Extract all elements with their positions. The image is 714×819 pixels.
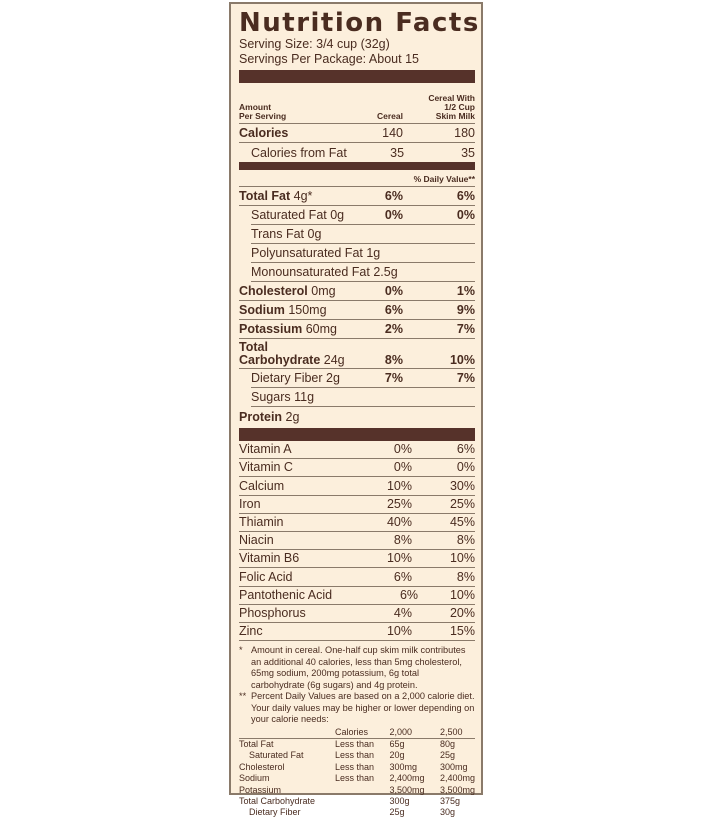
dv-table-cell — [335, 796, 389, 807]
vitamin-name: Thiamin — [239, 514, 284, 529]
calories-with-milk: 180 — [454, 126, 475, 140]
medium-divider — [239, 162, 475, 170]
daily-value-heading: % Daily Value** — [239, 170, 475, 187]
vitamin-name: Niacin — [239, 533, 274, 548]
nutrient-row — [239, 301, 475, 320]
vitamin-dv-with-milk: 20% — [449, 605, 475, 620]
nutrient-name — [251, 263, 398, 281]
nutrient-label: Carbohydrate — [239, 353, 321, 367]
nutrient-name — [239, 301, 345, 319]
footnote-mark: * — [239, 645, 243, 656]
nutrient-dv-with-milk: 7% — [456, 322, 475, 336]
nutrient-amount: 60mg — [305, 322, 337, 336]
nutrient-amount: 4g* — [293, 189, 313, 203]
nutrient-name — [239, 282, 345, 300]
vitamin-row — [239, 477, 475, 495]
nutrient-amount: 11g — [294, 390, 315, 404]
nutrient-label: Cholesterol — [239, 284, 308, 298]
nutrient-label: Protein — [239, 410, 283, 424]
vitamin-row — [239, 441, 475, 459]
dv-table-cell: 300g — [389, 796, 410, 806]
nutrient-row — [251, 388, 475, 407]
thick-divider — [239, 70, 475, 83]
vitamin-dv-with-milk: 0% — [456, 460, 475, 475]
nutrient-dv-with-milk: 0% — [456, 208, 475, 222]
nutrient-dv-with-milk: 7% — [456, 371, 475, 385]
calories-cereal: 140 — [382, 126, 403, 140]
nutrient-name — [239, 408, 345, 426]
vitamin-dv-cereal: 8% — [393, 533, 412, 548]
vitamin-dv-cereal: 10% — [386, 624, 412, 639]
amount-per-serving-heading — [239, 103, 345, 121]
with-milk-heading-line3: Skim Milk — [435, 111, 475, 121]
dv-table-cell: 300mg — [389, 761, 418, 772]
nutrient-amount: 150mg — [288, 303, 327, 317]
footnote-mark: ** — [239, 691, 247, 702]
nutrient-row — [251, 263, 475, 282]
dv-table-cell: 65g — [389, 738, 405, 749]
dv-table-cell — [239, 727, 335, 739]
vitamin-row — [239, 587, 475, 605]
vitamin-dv-cereal: 25% — [386, 496, 412, 511]
calories-row — [239, 124, 475, 143]
vitamin-dv-with-milk: 10% — [449, 551, 475, 566]
amount-heading-line1: Amount — [239, 102, 272, 112]
dv-table-cell: 25g — [439, 750, 455, 761]
vitamin-dv-cereal: 10% — [386, 551, 412, 566]
dv-table-cell: 375g — [439, 796, 460, 806]
nutrient-label: Sodium — [239, 303, 285, 317]
nutrient-row — [239, 339, 475, 369]
calories-label: Calories — [239, 126, 289, 140]
cereal-column-heading: Cereal — [377, 111, 403, 121]
nutrient-label: Dietary Fiber — [251, 371, 323, 385]
vitamin-dv-with-milk: 25% — [449, 496, 475, 511]
nutrient-label: Saturated Fat — [251, 208, 327, 222]
nutrient-label-line1: Total — [239, 340, 268, 354]
with-milk-heading-line1: Cereal With — [428, 93, 475, 103]
nutrient-row — [251, 206, 475, 225]
dv-table-cell: Total Fat — [239, 738, 274, 749]
vitamin-name: Zinc — [239, 624, 263, 639]
dv-table-cell: Less than — [335, 773, 375, 784]
nutrient-dv-cereal: 6% — [384, 189, 403, 203]
vitamin-row — [239, 496, 475, 514]
dv-table-row — [239, 785, 475, 796]
vitamin-dv-with-milk: 8% — [456, 533, 475, 548]
vitamin-name: Folic Acid — [239, 569, 293, 584]
dv-table-cell: 30g — [439, 807, 455, 818]
vitamin-row — [239, 605, 475, 623]
nutrient-dv-with-milk: 10% — [449, 353, 475, 367]
dv-table-cell: 25g — [389, 807, 405, 818]
vitamin-dv-with-milk: 30% — [449, 478, 475, 493]
footnote — [239, 645, 475, 691]
dv-table-row — [239, 807, 475, 818]
dv-table-cell: 3,500mg — [389, 784, 425, 795]
footnotes — [239, 645, 475, 726]
dv-table-cell: Total Carbohydrate — [239, 796, 316, 806]
dv-table-cell — [335, 807, 389, 818]
dv-table-cell — [335, 785, 389, 796]
dv-table-row — [239, 773, 475, 784]
dv-table-cell: 300mg — [439, 761, 468, 772]
with-milk-heading-line2: 1/2 Cup — [444, 102, 475, 112]
dv-table-cell: Calories — [335, 727, 389, 739]
dv-table-header — [239, 727, 475, 739]
vitamin-row — [239, 568, 475, 586]
nutrient-dv-cereal: 7% — [384, 371, 403, 385]
nutrient-dv-cereal: 0% — [384, 208, 403, 222]
daily-value-reference-table — [239, 727, 475, 819]
vitamin-name: Vitamin B6 — [239, 551, 300, 566]
nutrient-name — [251, 388, 357, 406]
calories-from-fat-with-milk: 35 — [461, 146, 475, 160]
nutrient-label: Sugars — [251, 390, 291, 404]
dv-table-row — [239, 762, 475, 773]
dv-table-cell: 2,500 — [440, 727, 475, 739]
calories-from-fat-label: Calories from Fat — [251, 146, 347, 160]
thick-divider-vitamins — [239, 428, 475, 441]
label-title: Nutrition Facts — [239, 8, 480, 38]
nutrient-row — [251, 225, 475, 244]
nutrient-name — [251, 369, 357, 387]
nutrient-amount: 0g — [330, 208, 345, 222]
dv-table-cell: 3,500mg — [439, 784, 475, 795]
vitamin-dv-with-milk: 10% — [449, 587, 475, 602]
vitamin-dv-cereal: 6% — [399, 587, 419, 602]
dv-table-cell: Potassium — [239, 784, 282, 795]
nutrient-name — [251, 244, 380, 262]
nutrient-label: Monounsaturated Fat — [251, 265, 370, 279]
vitamin-name: Pantothenic Acid — [239, 587, 333, 602]
footnote-text: Amount in cereal. One-half cup skim milk contributes an additional 40 calories, less than 5mg cholesterol, 65mg sodium, 200mg potassium, 6g total carbohydrate (6g sugars) and 4g protein. — [251, 645, 466, 690]
nutrient-list — [239, 187, 475, 426]
nutrient-amount: 2g — [285, 410, 300, 424]
dv-table-cell: 80g — [439, 738, 455, 749]
dv-table-row — [239, 750, 475, 761]
nutrient-dv-cereal: 8% — [384, 353, 403, 367]
dv-table-cell: Saturated Fat — [249, 750, 304, 761]
dv-table-row — [239, 796, 475, 807]
dv-table-cell: 2,400mg — [439, 773, 475, 784]
dv-table-cell: Less than — [335, 738, 375, 749]
vitamin-dv-with-milk: 45% — [449, 514, 475, 529]
nutrient-row — [239, 407, 475, 426]
calories-from-fat-cereal: 35 — [390, 146, 405, 160]
dv-table-cell: 2,000 — [389, 727, 439, 739]
nutrient-amount: 2.5g — [373, 265, 398, 279]
vitamin-dv-cereal: 10% — [386, 478, 412, 493]
amount-heading-line2: Per Serving — [239, 111, 287, 121]
vitamin-name: Vitamin A — [239, 442, 292, 457]
vitamin-name: Phosphorus — [239, 605, 306, 620]
nutrient-row — [239, 282, 475, 301]
serving-size: Serving Size: 3/4 cup (32g) — [239, 37, 390, 51]
nutrient-dv-cereal: 0% — [384, 284, 403, 298]
vitamin-dv-with-milk: 15% — [449, 624, 475, 639]
calories-from-fat-row — [251, 143, 475, 162]
dv-table-cell: Less than — [335, 761, 375, 772]
vitamin-row — [239, 514, 475, 532]
nutrient-dv-cereal: 6% — [384, 303, 403, 317]
dv-table-cell: Cholesterol — [239, 761, 285, 772]
nutrient-row — [251, 244, 475, 263]
with-milk-column-heading — [403, 94, 475, 121]
dv-table-cell: Dietary Fiber — [249, 807, 301, 818]
dv-table-row — [239, 738, 475, 750]
nutrient-name — [239, 320, 345, 338]
nutrient-row — [239, 187, 475, 206]
nutrient-amount: 1g — [366, 246, 381, 260]
nutrient-label: Total Fat — [239, 189, 291, 203]
nutrient-amount: 2g — [326, 371, 340, 385]
dv-table-cell: 20g — [389, 750, 405, 761]
footnote-text: Percent Daily Values are based on a 2,000 calorie diet. Your daily values may be higher or lower depending on your calorie needs: — [251, 691, 475, 725]
vitamin-dv-cereal: 40% — [386, 514, 412, 529]
vitamin-dv-cereal: 0% — [393, 442, 412, 457]
servings-per-package: Servings Per Package: About 15 — [239, 52, 419, 66]
nutrient-row — [251, 369, 475, 388]
nutrient-amount: 24g — [323, 353, 345, 367]
vitamin-row — [239, 459, 475, 477]
vitamin-dv-cereal: 6% — [393, 569, 412, 584]
vitamin-dv-with-milk: 8% — [456, 569, 475, 584]
footnote — [239, 691, 475, 726]
vitamin-row — [239, 532, 475, 550]
nutrient-amount: 0g — [307, 227, 322, 241]
dv-table-cell: 2,400mg — [389, 773, 425, 784]
dv-table-cell: Sodium — [239, 773, 270, 784]
nutrient-name — [239, 341, 345, 367]
nutrient-dv-with-milk: 1% — [456, 284, 475, 298]
nutrient-label: Trans Fat — [251, 227, 305, 241]
nutrient-dv-with-milk: 6% — [456, 189, 475, 203]
column-header — [239, 86, 475, 124]
vitamin-dv-with-milk: 6% — [456, 442, 475, 457]
dv-table-cell: Less than — [335, 750, 375, 761]
vitamin-name: Calcium — [239, 478, 285, 493]
vitamin-row — [239, 623, 475, 641]
nutrient-label: Polyunsaturated Fat — [251, 246, 363, 260]
vitamin-dv-cereal: 4% — [393, 605, 412, 620]
nutrient-label: Potassium — [239, 322, 303, 336]
nutrient-name — [239, 187, 345, 205]
nutrient-row — [239, 320, 475, 339]
vitamin-dv-cereal: 0% — [393, 460, 412, 475]
nutrient-name — [251, 225, 357, 243]
vitamin-list — [239, 441, 475, 641]
nutrient-dv-with-milk: 9% — [456, 303, 475, 317]
nutrition-facts-label — [229, 2, 483, 818]
vitamin-row — [239, 550, 475, 568]
nutrient-dv-cereal: 2% — [384, 322, 403, 336]
nutrient-amount: 0mg — [311, 284, 336, 298]
vitamin-name: Vitamin C — [239, 460, 293, 475]
vitamin-name: Iron — [239, 496, 261, 511]
nutrient-name — [251, 206, 357, 224]
